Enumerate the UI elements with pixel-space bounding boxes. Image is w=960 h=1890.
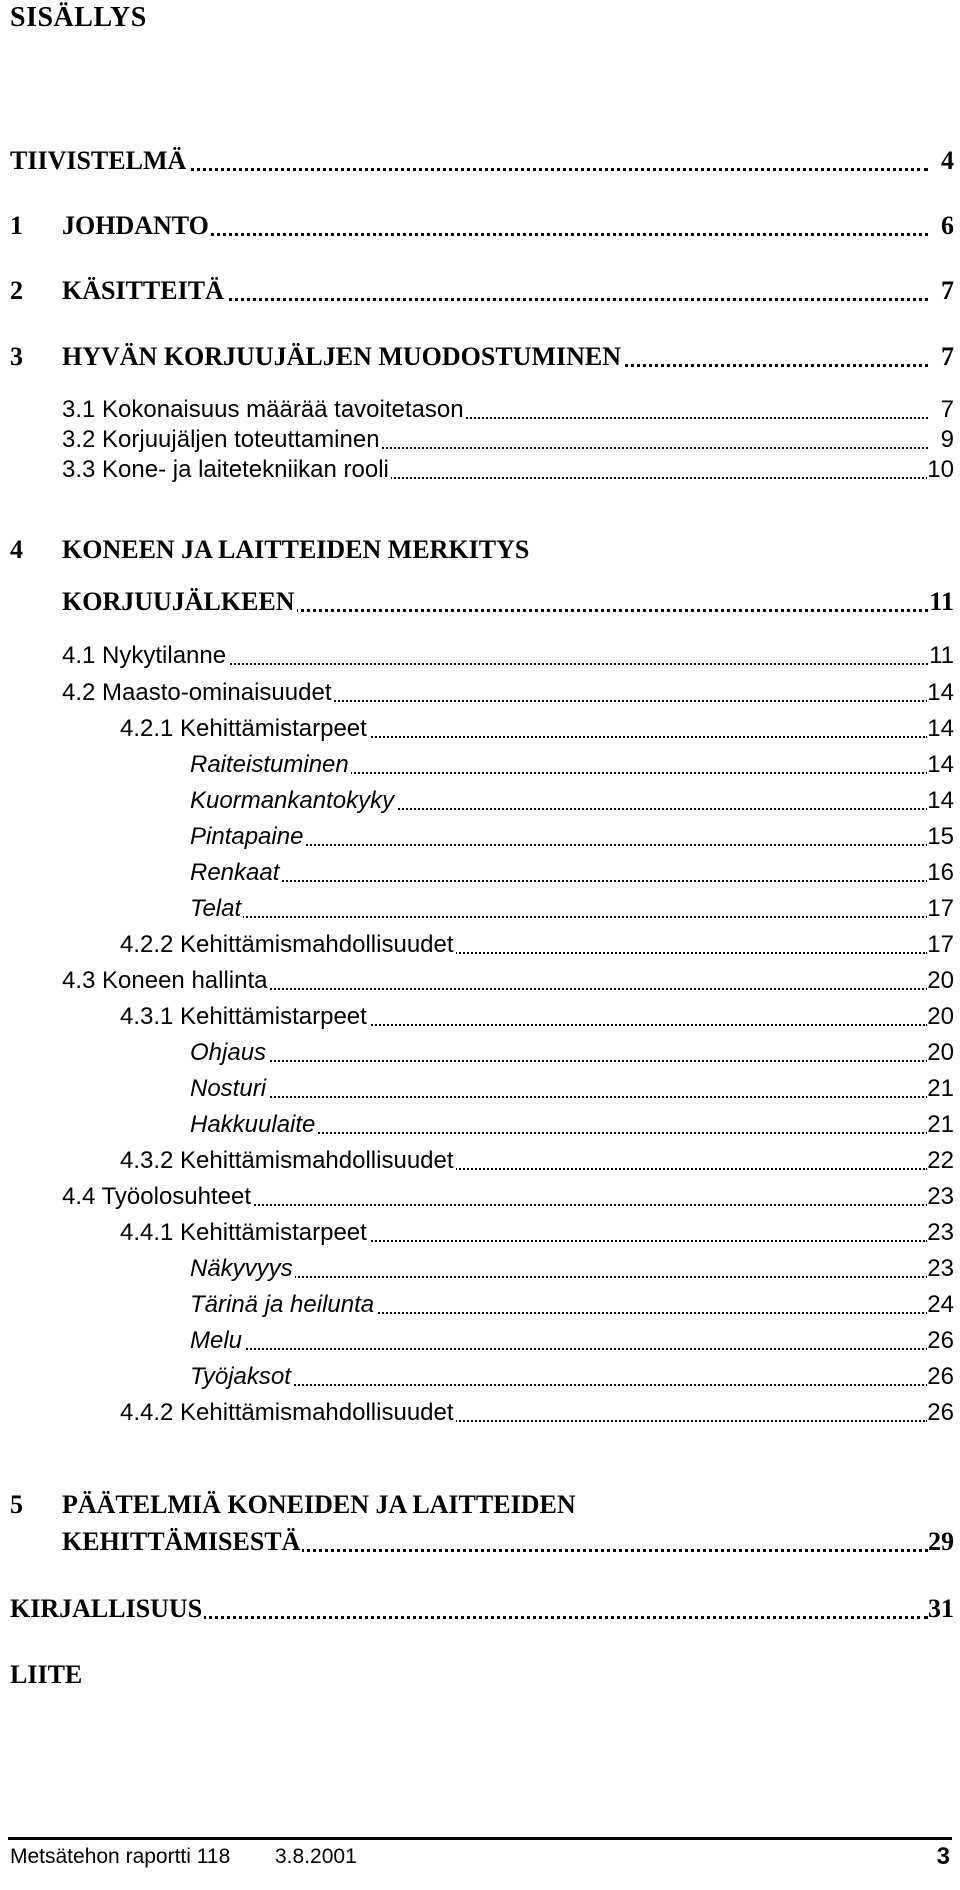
- toc-entry-page: 20: [927, 1003, 954, 1030]
- toc-entry-page: 6: [941, 211, 954, 240]
- toc-entry-page: 26: [927, 1363, 954, 1390]
- toc-entry-number: 3: [10, 342, 23, 371]
- footer-divider: [8, 1837, 952, 1840]
- toc-entry-text: Tärinä ja heilunta: [190, 1291, 375, 1318]
- toc-entry-number: 4: [10, 535, 23, 564]
- toc-entry-pintapaine[interactable]: [0, 822, 960, 852]
- toc-entry-page: 20: [927, 1039, 954, 1066]
- toc-entry-page: 4: [941, 146, 954, 175]
- toc-entry-text: Työjaksot: [190, 1363, 291, 1390]
- toc-entry-text: KORJUUJÄLKEEN: [62, 587, 295, 616]
- toc-entry-page: 17: [927, 931, 954, 958]
- toc-entry-text: 4.4.1 Kehittämistarpeet: [120, 1219, 367, 1246]
- toc-leader-dots: [190, 916, 928, 918]
- toc-entry-page: 26: [927, 1399, 954, 1426]
- toc-entry-page: 31: [928, 1594, 954, 1623]
- page-title: SISÄLLYS: [10, 2, 147, 33]
- toc-entry-hakkuulaite[interactable]: [0, 1110, 960, 1140]
- footer-report-name: Metsätehon raportti 118: [10, 1845, 231, 1868]
- toc-leader-dots: [190, 1060, 928, 1062]
- toc-entry-text: Näkyvyys: [190, 1255, 293, 1282]
- toc-entry-page: 20: [927, 967, 954, 994]
- toc-entry-text: LIITE: [10, 1660, 83, 1689]
- toc-entry-text: Ohjaus: [190, 1039, 267, 1066]
- toc-entry-text: TIIVISTELMÄ: [10, 146, 187, 175]
- toc-entry-raiteistuminen[interactable]: [0, 750, 960, 780]
- toc-entry-text: 3.2 Korjuujäljen toteuttaminen: [62, 426, 380, 453]
- toc-entry-kirjallisuus[interactable]: [0, 1594, 960, 1624]
- toc-entry-renkaat[interactable]: [0, 858, 960, 888]
- toc-entry-text: KIRJALLISUUS: [10, 1594, 203, 1623]
- toc-entry-tarina-ja-heilunta[interactable]: [0, 1290, 960, 1320]
- toc-entry-page: 24: [927, 1291, 954, 1318]
- toc-leader-dots: [190, 1276, 928, 1278]
- toc-entry-page: 7: [941, 342, 954, 371]
- toc-entry-kehittamisesta[interactable]: [0, 1527, 960, 1557]
- toc-entry-page: 17: [927, 895, 954, 922]
- toc-entry-melu[interactable]: [0, 1326, 960, 1356]
- toc-entry-text: 3.3 Kone- ja laitetekniikan rooli: [62, 456, 389, 483]
- toc-entry-liite[interactable]: [0, 1660, 960, 1690]
- toc-entry-text: Hakkuulaite: [190, 1111, 316, 1138]
- toc-entry-text: Nosturi: [190, 1075, 267, 1102]
- toc-entry-text: 4.1 Nykytilanne: [62, 642, 227, 669]
- toc-entry-number: 1: [10, 211, 23, 240]
- toc-entry-page: 9: [940, 426, 954, 453]
- toc-entry-korjuujalkeen[interactable]: [0, 587, 960, 617]
- toc-entry-text: PÄÄTELMIÄ KONEIDEN JA LAITTEIDEN: [62, 1490, 576, 1519]
- toc-entry-4-1[interactable]: [0, 641, 960, 671]
- toc-entry-4-3[interactable]: [0, 966, 960, 996]
- toc-leader-dots: [190, 1384, 928, 1386]
- toc-entry-text: JOHDANTO: [62, 211, 209, 240]
- toc-entry-text: Kuormankantokyky: [190, 787, 395, 814]
- toc-entry-page: 11: [929, 642, 954, 669]
- toc-entry-text: 4.3.2 Kehittämismahdollisuudet: [120, 1147, 454, 1174]
- toc-entry-text: 4.3.1 Kehittämistarpeet: [120, 1003, 367, 1030]
- toc-entry-number: 2: [10, 276, 23, 305]
- toc-entry-text: 4.2.1 Kehittämistarpeet: [120, 715, 367, 742]
- toc-entry-text: Pintapaine: [190, 823, 304, 850]
- toc-entry-4-4-1[interactable]: [0, 1218, 960, 1248]
- toc-entry-3-2[interactable]: [0, 425, 960, 455]
- toc-entry-text: Raiteistuminen: [190, 751, 349, 778]
- toc-entry-4-2-1[interactable]: [0, 714, 960, 744]
- toc-entry-text: KONEEN JA LAITTEIDEN MERKITYS: [62, 535, 530, 564]
- toc-entry-koneen-ja-laitteiden[interactable]: [0, 535, 960, 565]
- footer-page-number: 3: [936, 1843, 950, 1870]
- toc-entry-telat[interactable]: [0, 894, 960, 924]
- toc-entry-text: Melu: [190, 1327, 243, 1354]
- toc-entry-page: 23: [927, 1219, 954, 1246]
- toc-entry-tyojaksot[interactable]: [0, 1362, 960, 1392]
- toc-entry-page: 7: [941, 276, 954, 305]
- toc-entry-page: 29: [928, 1527, 954, 1556]
- toc-leader-dots: [190, 880, 928, 882]
- toc-entry-text: 4.3 Koneen hallinta: [62, 967, 268, 994]
- toc-entry-page: 23: [927, 1255, 954, 1282]
- toc-entry-ohjaus[interactable]: [0, 1038, 960, 1068]
- toc-entry-text: 3.1 Kokonaisuus määrää tavoitetason: [62, 396, 464, 423]
- toc-entry-page: 14: [927, 751, 954, 778]
- toc-entry-4-2[interactable]: [0, 678, 960, 708]
- toc-entry-page: 14: [927, 715, 954, 742]
- toc-entry-page: 15: [927, 823, 954, 850]
- toc-entry-text: Renkaat: [190, 859, 280, 886]
- toc-entry-3-3[interactable]: [0, 455, 960, 485]
- toc-entry-kasitteita[interactable]: [0, 276, 960, 306]
- toc-entry-page: 10: [927, 456, 954, 483]
- toc-entry-nakyvyys[interactable]: [0, 1254, 960, 1284]
- toc-entry-page: 26: [927, 1327, 954, 1354]
- toc-entry-text: 4.2 Maasto-ominaisuudet: [62, 679, 332, 706]
- toc-entry-3-1[interactable]: [0, 395, 960, 425]
- toc-entry-page: 22: [927, 1147, 954, 1174]
- toc-entry-text: 4.4.2 Kehittämismahdollisuudet: [120, 1399, 454, 1426]
- toc-entry-page: 14: [927, 679, 954, 706]
- toc-entry-page: 21: [927, 1111, 954, 1138]
- toc-entry-text: KÄSITTEITÄ: [62, 276, 224, 305]
- toc-entry-page: 21: [927, 1075, 954, 1102]
- toc-entry-kuormankantokyky[interactable]: [0, 786, 960, 816]
- toc-entry-text: Telat: [190, 895, 242, 922]
- toc-entry-tiivistelma[interactable]: [0, 146, 960, 176]
- toc-entry-page: 23: [927, 1183, 954, 1210]
- toc-entry-text: KEHITTÄMISESTÄ: [62, 1527, 301, 1556]
- toc-entry-4-4[interactable]: [0, 1182, 960, 1212]
- toc-entry-number: 5: [10, 1490, 23, 1519]
- footer-date: 3.8.2001: [275, 1845, 357, 1868]
- toc-entry-paatelmia[interactable]: [0, 1490, 960, 1520]
- toc-entry-johdanto[interactable]: [0, 211, 960, 241]
- toc-entry-page: 16: [927, 859, 954, 886]
- toc-entry-page: 11: [929, 587, 954, 616]
- toc-entry-4-3-1[interactable]: [0, 1002, 960, 1032]
- toc-entry-nosturi[interactable]: [0, 1074, 960, 1104]
- toc-entry-text: 4.2.2 Kehittämismahdollisuudet: [120, 931, 454, 958]
- toc-entry-text: 4.4 Työolosuhteet: [62, 1183, 252, 1210]
- toc-entry-page: 7: [940, 396, 954, 423]
- toc-leader-dots: [190, 1096, 928, 1098]
- toc-entry-4-4-2[interactable]: [0, 1398, 960, 1428]
- toc-entry-page: 14: [927, 787, 954, 814]
- toc-entry-4-3-2[interactable]: [0, 1146, 960, 1176]
- toc-entry-text: HYVÄN KORJUUJÄLJEN MUODOSTUMINEN: [62, 342, 622, 371]
- toc-leader-dots: [190, 1348, 928, 1350]
- toc-entry-hyvan-korjuujaljen[interactable]: [0, 342, 960, 372]
- toc-entry-4-2-2[interactable]: [0, 930, 960, 960]
